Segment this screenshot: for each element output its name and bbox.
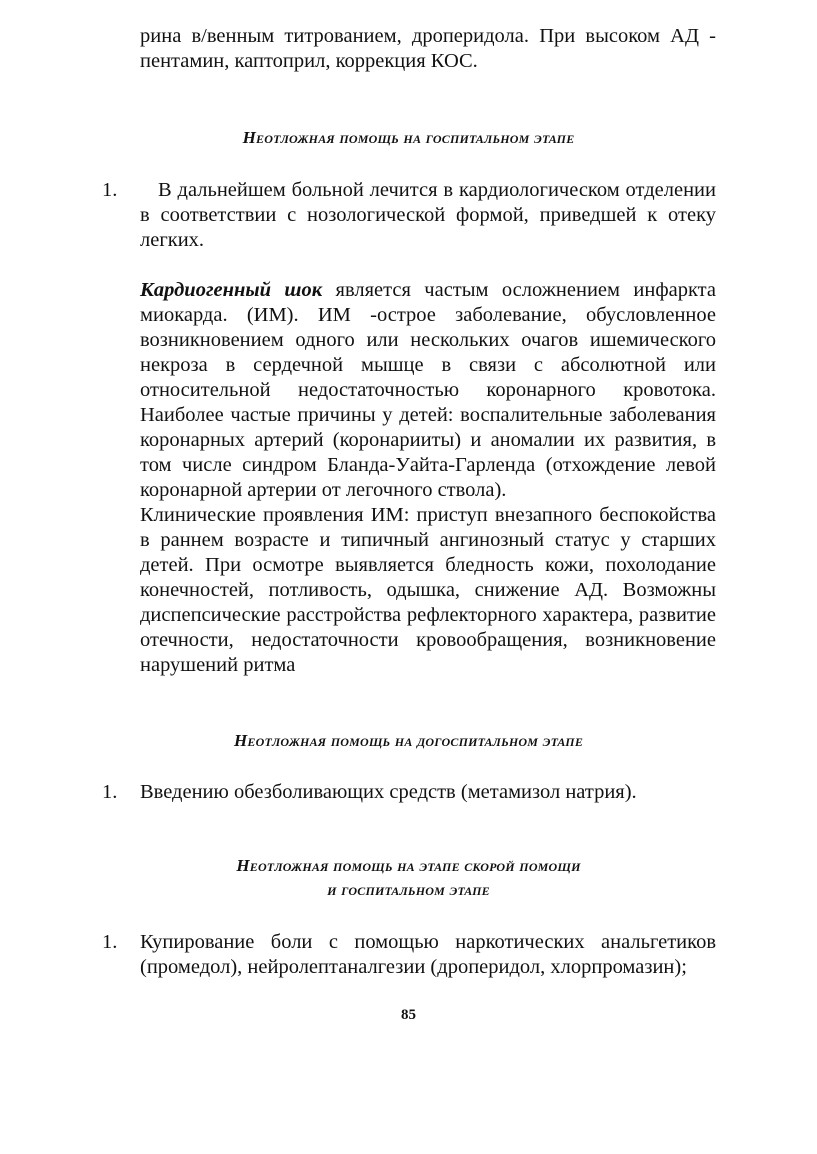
term-cardiogenic-shock: Кардиогенный шок	[140, 279, 323, 301]
section-heading-ambulance	[0, 854, 817, 902]
list-item	[102, 780, 716, 805]
list-number: 1.	[102, 179, 118, 201]
shock-paragraph	[140, 278, 716, 503]
shock-description: является частым осложнением инфаркта миокарда. (ИМ). ИМ -острое заболевание, обусловленное возникновением одного или нескольких очагов ишемического некроза в сердечной мышце в связи с абсолютной или относительной недостаточностью коронарного кровотока. Наиболее частые причины у детей: воспалительные заболевания коронарных артерий (коронарииты) и аномалии их развития, в том числе синдром Бланда-Уайта-Гарленда (отхождение левой коронарной артерии от легочного ствола).	[140, 279, 716, 501]
list-item-text: Купирование боли с помощью наркотических анальгетиков (промедол), нейролептаналгезии (дроперидол, хлорпромазин);	[140, 931, 716, 978]
section-heading-hospital	[0, 126, 817, 150]
heading-line-1: Неотложная помощь на этапе скорой помощи	[236, 856, 581, 875]
clinical-text: Клинические проявления ИМ: приступ внезапного беспокойства в раннем возрасте и типичный ангинозный статус у старших детей. При осмотре выявляется бледность кожи, похолодание конечностей, потливость, одышка, снижение АД. Возможны диспепсические расстройства рефлекторного характера, развитие отечности, недостаточности кровообращения, возникновение нарушений ритма	[140, 504, 716, 676]
heading-text: Неотложная помощь на госпитальном этапе	[242, 128, 575, 147]
section-heading-prehospital	[0, 729, 817, 753]
heading-text: Неотложная помощь на догоспитальном этапе	[233, 731, 584, 750]
clinical-paragraph	[140, 503, 716, 678]
page-number: 85	[401, 1007, 416, 1023]
list-number: 1.	[102, 781, 118, 803]
shock-text	[140, 278, 716, 503]
list-item	[102, 178, 716, 253]
list-number: 1.	[102, 931, 118, 953]
list-item-text: Введению обезболивающих средств (метамизол натрия).	[140, 781, 637, 803]
intro-text: рина в/венным титрованием, дроперидола. При высоком АД - пентамин, каптоприл, коррекция КОС.	[140, 25, 716, 72]
list-item	[102, 930, 716, 980]
intro-paragraph	[140, 24, 716, 74]
list-item-text: В дальнейшем больной лечится в кардиологическом отделении в соответствии с нозологической формой, приведшей к отеку легких.	[140, 179, 716, 251]
heading-line-2: и госпитальном этапе	[327, 880, 490, 899]
